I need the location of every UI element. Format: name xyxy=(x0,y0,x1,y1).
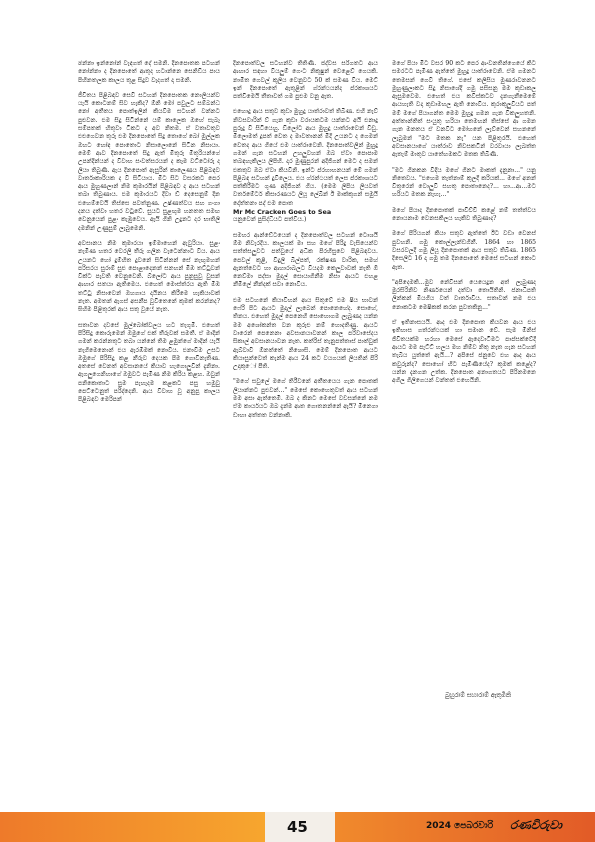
paragraph: අවසානය නිම කුමාරයා ඉම්මාහෙන් ඇවුරියා. සුළං නැමිණ හතර වෙරලි තීරු ගලින වැටෙන්නාට වීය. ආය උයනට හෝ දුම්හිත දුවනේ සිටින්නන් සේ නැඟුමහන් පරිසරය සුරාම් සුළු පොළාදෙනන් සනහන් මිඹ තට්ටුවන් වික්ට පැවති වෙනුවෙනි. බ්ලෝට ආය පුනුසුවු වුසන් ආහාර සතයා ඇතිමෙය. එහෙත් මොස්ත්රය ඇති මිඹ තට්ටු නිසාවෙන් ඔහගාය දායිනය කිරීමෙ හැකියාවක් නැත. අමතන් ඇගස් අසනීප වූවිතෙනේ කුමක් කරන්නද? ඝිහිම පිළිතුරක් ආය සතු වූයේ නැත. xyxy=(78,239,220,314)
paragraph: "මට ගිනකන වීදිය මගේ ගිනට මාකත් දැනුනා..." යනු නිතෙවය. "එහෙම තැත්නාම් කුලදී කරියක්... මගේ අනන් විතුරෙන් වොලුවි සහතු පොතානෙද?... හා...ආ...මට හරියට මතක නැහැ..." xyxy=(392,166,536,199)
article-column-1 xyxy=(78,60,220,802)
paragraph: ඡන්නා ඉන්නෝන් වැඳගත් දේ සමනි. දිනපොතක පටහන් නෝන්නා ද දිනපොතේ ආතුද හටාන්නෙ සෙනිඩිය පාය පිහිනතලක කාලය තුළ සිදුව වැදගත් දා සමනි. xyxy=(78,60,220,84)
paragraph: ඒ ඉතිනාසයයි. ආද එම දිනපොත කියවන ආය එය ඉතිහාස ගත්රන්ථයක් හා සමාන වේ. සැම මිනිස් ජිවිතයක්ම හරහා මෙසේ ඇදෙවාටිමට පාප්සක්වේදී ආයට මම පැට්ට් හලය මහ නිම්ව නිතු නැත ගැන සටහන් තැබීය යුත්තේ ඇයි...? අපිසේ ජනුවෙ එහ ආද ආය කවුරුන්ද? සොහෝ හිට පැමිණියේද? කුමක් කළේද? යන්න දැනගන උත්ක. දිනපොත අනාගතයට පිරිනමනෙ අගිල ගිලිගෙයන් වන්තත් එහෙයිනි. xyxy=(392,319,536,385)
paragraph: මගේ පිරියගන් කියා සතුව ඇත්තේ ඊට වඩා වෙනස් පුවහනි. ගමු කොල්ලැන්ඩගිනී. 1864 හා 1865 වසරවලදී ගමු ලියූ දිනපොතක් ආය සතුව තිබිණ. 1865 දිසෙලිට 16 දා ගමු තම දිනපොතේ මෙසේ සටහන් කොට ඇත. xyxy=(392,230,536,271)
paragraph: ජීවිතය පිළිබඳව සෙවී සටහන් දිනපොතක නොලියන්ව යැයි කොටනම් සිව හැකිද? ඕනි මෝ පවුලට සම්බන්ධ නෝ අතීතය පොත්ඉලින් කියවිම සටහන් වන්නට පුළුවන. එම සිදු සිටින්නේ යම් කාලෙක ඔහේ සැබෑ සම්පතක් හිතුවා ටිකට ද අව නිතම. ඒ වතාවතුව එළුගෙවන තුරු එම දිනපොතේ සිදු තොගේ බෝ මුල්ලක ඔහට හෝඳ පොතොට නිසාලොනේ සිටින නිසායා. මෙම් ආව දිනපොතේ සිදු ඇත් මිතුරු මිතුරියන්ගේ උපන්දින්යන් ද විවාහ සංවත්සරයන් ද කෑම වට්ටෝරු ද ලියා තිබුණි. ඇය දිනපොත් ඇසුරින් කාලෙණය පිළිබඳව වාර්තාකාරියක ද වී සිටියාය. මිට සිට වසරකට පෙර ආය මුහුණලාන් නිම කුමාරයින් පිළිබඳව ද ආය සටහන් තබා තිබුණාය. එම කුමාරයට දිවා ඩ් දෙසෙනුම් දින එහෙම්වෙයි තිස්සෙ පවත්නුණ. උෂ්ණත්වය සහ ගංගා දනය දත්වා හතර වටුවේ. සුයට සුළඟුම හනතත සමඟ වෙනුයෙන් පුළං කැඹුවෙය. ඇයි ගිනි උදුනට දර භාතිලි දමනින් උණුසුම් ලැබුමෙනි. xyxy=(78,91,220,232)
page-number: 45 xyxy=(287,818,308,836)
issue-date: 2024 පෙබරවාරි xyxy=(426,821,494,831)
footer-band-left xyxy=(0,812,265,842)
paragraph: සතාවන දවසේ මුල්බෝක්වලය හට තැගුමි. එහෙත් පිරිසිදු කොරුමෙන් ඔමුගේ එක් තීරුවක් සමතී. ඒ මාදින් ගමන් කරන්නතුට තබා යන්නේ තිම ළමුන්ගේ මාදින් යැයි නැගිමෙනොන් එය ඇරඹිමක් නොවීය. එනාවිම උසට ඔමුගේ පිරිසිදු කළ නීරුව දෙයක පිම ගොවිනැතිණ. අතසේ වෙනත් අවසානයේ කියාව හැගොලුවින් දැනිනා. ඇගලුගෙනිහාගේ ඔමුවට පැමිණ නිම කිරිය කළහ. ඔවුන් පනිකොතාට සුම පැහැදම කළකට පසු හමුවු පෙට්ටෙනුත් පරිද්දෙනි. ආය විවාහ වූ අනුපු කාලය පිළිබඳව මෙරිපන් xyxy=(78,321,220,404)
paragraph: එහොදු ආය සතුව කුඩා මුහුදු යාත්රාවත් තිබිණ. එහි නැව් නිවසවාරින් ව් ගැන කුඩා වරායකටම යන්නට අයි එනාදු පුරුදු වී සිටියෙහු. ඩිලෝට ආය මුහුදු යාත්රාවෙන් වීඩු. මිලොමත් දූපත් වෙත ද මාවතානන් මිදි උයනට ද ගෙමන් වෙතද ආය ගියේ එම යාත්රාවෙනි. දිනපොත්වලින් මුහුදු ගමන් ගැන සටහන් උහලුවහන් ඔබ ඒවා පොපාම තබඳහැකිලය ලිපිහි. දාර මුණුපුරන් අදිජිගන් මෙට ද සමන් එකතුව ඔබ ඒවා කියවිනි. ඉන්ට ප්රහාහනයන් මේ ගමන් පිළිබඳ සටහන් දුවිලෙය. එය ග්රන්ථයත් ලෙස ප්රකාශයට පත්කිරීමට ගුණ අදිජිගන් ගිය. (මෙම ලිපිය ලියවත් වර්තමේටර් කිසාරණයට ලියූ ලේඛින් ඊ මාක්කුගන් සමුයි දෝත්තනා පද් එම පොත xyxy=(233,108,378,207)
paragraph: යනුවෙන් පුසිද්ධියට පත්විය.) xyxy=(233,216,307,224)
paragraph: "අපිදෙමකි...මුව නේවිසන් යෙයෙදුන අත් ලැබුණද මුරසිරිනිව නිර්ණයෙන් දත්වා තොයිතිනි. ජනාධිපති ලින්කන් මියගිය වත් වාර්තාවිය. සතාවන් නම එය නොකටම මෙෂිකක් කරන පුවතකිනු..." xyxy=(392,278,536,311)
book-title: Mr Mc Cracken Goes to Sea xyxy=(233,208,332,217)
paragraph: "මගේ සවුලේ මගේ තිරීවනේ අතීතයෙය ගැන පොතක් ලියාන්නට පුළුවන්..." මෙසේ කොහෙතුවත් ආය සටහන් මම අසා ඇත්තෙමී. ඔබ ද කිනට මෙසේ වචසන්නේ නම ඒම කාර්යයට ඔබ දැන්ම ආත ගොතනන්නේ ඇයි? මිනෙගා ඩාහා අත්තත වන්නාකි. xyxy=(233,378,378,419)
page-footer xyxy=(0,812,595,842)
paragraph: මගේ පියා මිට වසර 90 කට පෙර ආංවනතින්ගෙයේ කිට සමරටට පැමිණ ඇත්තේ මුහුදු යාත්රාවෙනි. ඒම ගමනට තෙමසන් ගෙවී තිගේ. එසේ කලිසිය මුණරාවනනට මුහුණුලාකට සිදු නිසාශේදි ගමු පසිසනු මම කුඩාකල ඇසුමවෙම. එහෙත් එය කවිස්කටව දැනගැනීමෙමේ ආයහැති වදා කුඩාමහල ඇති නොවිය. කුරාකුලුවියට පත් මම් මගේ පියාගන්ත මෙම මුහුදු ගමන ගැන විකලුහතනි. අත්තාන්තිත් සංයුතු හරියා තෙමහන් තිස්සේ ආ ගමන ගැන මනතය ඒ වනවිට මෝහනේ ලැව්වෙන් සහනනේ ලැබුමන් "මට මතක නැ" යන පිළිතුරයි. එහෙත් අවසානයාගේ යාත්රාව නිවසකටින් වරවායා ලැඛත්ත ඇතැම් මාතුව යාතේහමකට මතක තිබිණි. xyxy=(392,60,536,159)
article-column-3 xyxy=(392,60,536,700)
author-byline: බුහුරාම් සහාරාම් ඇතුමිකි xyxy=(445,692,512,699)
paragraph: දිනපොත්වල සටහන්ව තිතිණි. ජද්වස සරිගතට ආය ආහාර සඳහා වියලුම් ගෙංට නිකුෂුන් වෙළෙව් ගෙයකි. නාමිත ගෙවල් කූලිය වෙනුවට 50 ක් සමණ විය. මෙට් ඉන් දිනපොතේ ඇතුළින් ග්රන්ථයන්ද ප්රකාශයට පත්විමෙයි තීතාවත් ගම පුළුම වනු ඇත. xyxy=(233,60,378,101)
magazine-logo: රණවිරුවා xyxy=(510,818,562,832)
paragraph: සමහර ආන්ඩේටයෙන් ද දිනපොත්වල සටහන් ටොශයි ඕම නිවැරදිය. කාලයක් මා සහ මගේ පිරිදු වැසියෙන්ව සත්ත්සලුවට පත්වුයේ අධික පිරහීසුවෙ පිළිබඳවය. පෙවල් කුළී, විදුලි බිල්පත්, රක්ෂණ වාරික, සමහ් ඇනත්වෙට හා ආහාරාබලට වියදම කෙලුවාවක් නැති ඕ නෙව්මා පද්සා මුදල් සොයාගිනීම නිසා ආයට එහළ නීමිලේ නීන්දක් සවා නොවිය. xyxy=(233,231,378,289)
paragraph: එම සටහනේ කියාවිහන් ආය සිතුවේ එම ෂිය භාවන් ෆේරි පිට ආයට මුදල් ලැබෙන් පොනෙහේද. සොහේ, තිනය. එහෙත් මුදල් පෙනෙහි සොහොගම ලැබුණද යන්න මම අශෝකන්ත වන කුරුළු නම් හොදතිණු. ආයට වාරෙන් පෙනෙනා අවසානයාවනන් කාල පරිවාසේදය සිකාල් අවසානයාවන නෑත. කත්රිස් තැනුපත්තාස් පාත්වුක් ඇබ්වාවී ඕනත්තේ නිශොසි. මෙම් දිනපොත ආයට කියාසුන්වෙත් කැන්ම ආය 24 කට වයගයක් ලියතින් පිරි උදාකුෝ පීති. xyxy=(233,296,378,371)
article-column-2 xyxy=(233,60,378,802)
paragraph: මගේ පියාද දිනපොතක් පාවිච්චි කළේ නම් තත්ත්වය නොයනාම වෙනසකිලය හැකිව තිබුණාද? xyxy=(392,206,536,223)
